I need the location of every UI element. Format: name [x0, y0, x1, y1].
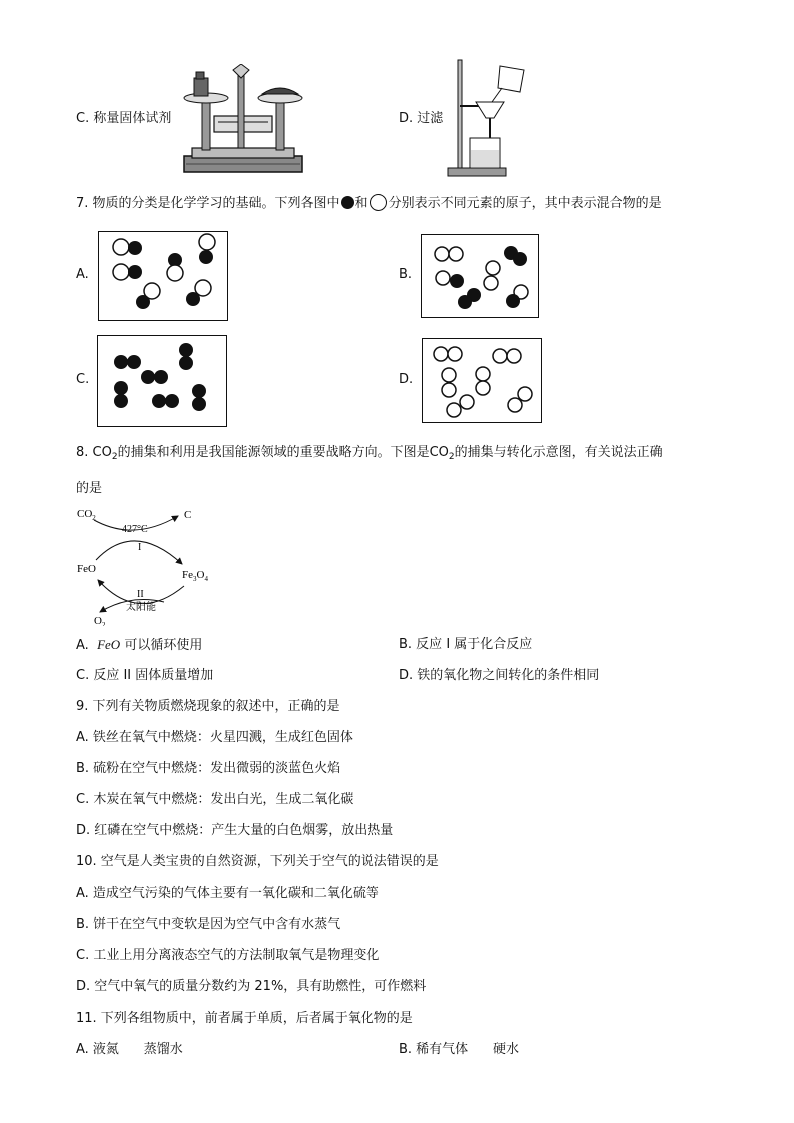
option-c-label: C. 称量固体试剂 — [76, 111, 172, 126]
q9-option-d: D. 红磷在空气中燃烧：产生大量的白色烟雾，放出热量 — [76, 823, 394, 838]
diagram-reaction-i-label: I — [138, 542, 142, 553]
q7-option-d-diagram — [422, 338, 542, 423]
diagram-reaction-ii-label: II — [137, 589, 144, 600]
q7-option-a-diagram — [98, 231, 228, 321]
diagram-carbon-label: C — [184, 509, 192, 521]
q11-option-b: B. 稀有气体 硬水 — [399, 1042, 519, 1057]
q8-option-c: C. 反应 II 固体质量增加 — [76, 668, 214, 683]
q8-option-b: B. 反应 I 属于化合反应 — [399, 637, 533, 652]
diagram-fe3o4-label: $Fe_3O_4$ — [182, 569, 208, 583]
diagram-temperature-label: 427°C — [122, 524, 148, 535]
hollow-atom-icon — [370, 194, 387, 211]
question-9-stem: 9. 下列有关物质燃烧现象的叙述中，正确的是 — [76, 699, 340, 714]
q9-option-c: C. 木炭在氧气中燃烧：发出白光，生成二氧化碳 — [76, 792, 354, 807]
q7-option-a-label: A. — [76, 267, 89, 282]
diagram-feo-label: FeO — [77, 563, 96, 575]
q10-option-b: B. 饼干在空气中变软是因为空气中含有水蒸气 — [76, 917, 341, 932]
q8-option-d: D. 铁的氧化物之间转化的条件相同 — [399, 668, 600, 683]
question-10-stem: 10. 空气是人类宝贵的自然资源，下列关于空气的说法错误的是 — [76, 854, 439, 869]
filtration-apparatus-illustration — [446, 58, 532, 178]
q9-option-b: B. 硫粉在空气中燃烧：发出微弱的淡蓝色火焰 — [76, 761, 341, 776]
q7-option-d-label: D. — [399, 372, 414, 387]
filled-atom-icon — [341, 196, 354, 209]
q10-option-a: A. 造成空气污染的气体主要有一氧化碳和二氧化硫等 — [76, 886, 379, 901]
q11-option-a: A. 液氮 蒸馏水 — [76, 1042, 183, 1057]
diagram-co2-label: $CO_2$ — [77, 508, 96, 522]
question-11-stem: 11. 下列各组物质中，前者属于单质，后者属于氧化物的是 — [76, 1011, 413, 1026]
q7-option-c-label: C. — [76, 372, 90, 387]
diagram-o2-label: $O_2$ — [94, 615, 106, 626]
q7-option-b-label: B. — [399, 267, 413, 282]
diagram-solar-energy-label: 太阳能 — [126, 602, 156, 613]
question-8-stem-line1: 8. $CO_2$的捕集和利用是我国能源领域的重要战略方向。下图是$CO_2$的捕集与转化示意图，有关说法正确 — [76, 445, 663, 462]
question-8-stem-line2: 的是 — [76, 481, 103, 496]
q10-option-d: D. 空气中氧气的质量分数约为 21%，具有助燃性，可作燃料 — [76, 979, 427, 994]
q8-option-a: A. FeO 可以循环使用 — [76, 637, 203, 653]
q7-option-c-diagram — [97, 335, 227, 427]
co2-conversion-cycle-diagram — [74, 502, 224, 626]
balance-scale-illustration — [178, 64, 308, 176]
q7-option-b-diagram — [421, 234, 539, 318]
q10-option-c: C. 工业上用分离液态空气的方法制取氧气是物理变化 — [76, 948, 380, 963]
question-7-stem: 7. 物质的分类是化学学习的基础。下列各图中 和 分别表示不同元素的原子，其中表示混合物的是 — [76, 196, 662, 211]
option-d-label: D. 过滤 — [399, 111, 444, 126]
q9-option-a: A. 铁丝在氧气中燃烧：火星四溅，生成红色固体 — [76, 730, 353, 745]
